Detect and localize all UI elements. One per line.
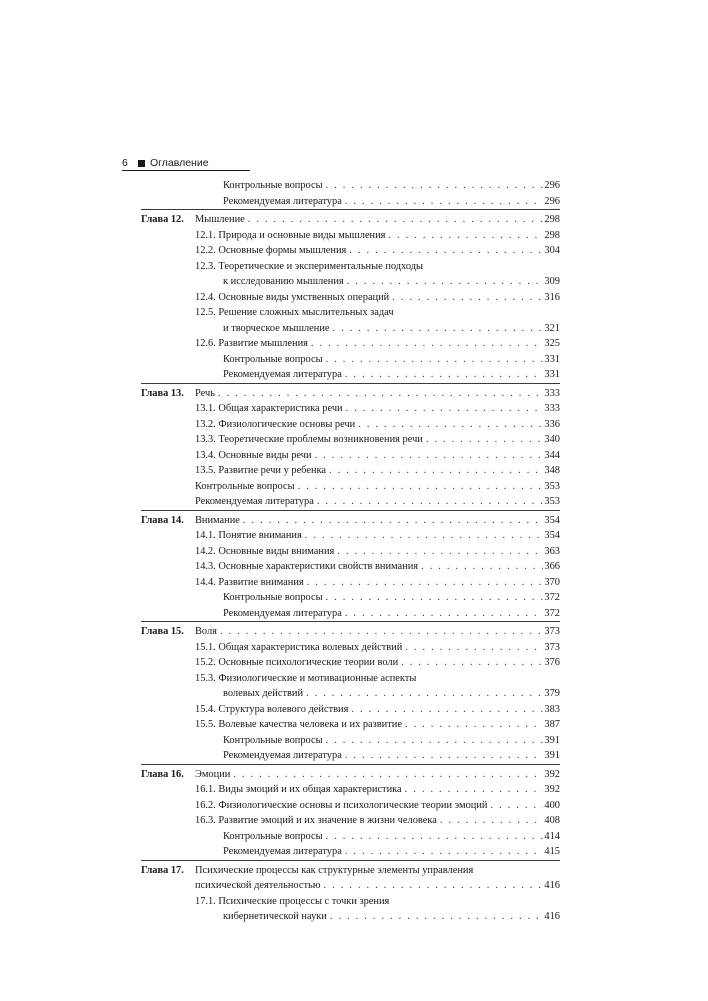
toc-entry — [0, 321, 708, 337]
dot-leader — [333, 321, 544, 337]
entry-title: психической деятельностью — [195, 880, 321, 891]
dot-leader — [306, 686, 543, 702]
page-ref: 372 — [544, 607, 560, 619]
toc-entry — [0, 479, 708, 495]
page-ref: 296 — [544, 195, 560, 207]
entry-text-row — [223, 829, 560, 845]
entry-text-row — [223, 748, 560, 764]
dot-leader — [218, 386, 543, 402]
entry-text-row — [223, 367, 560, 383]
page-ref: 387 — [544, 719, 560, 730]
entry-text-row — [195, 878, 560, 894]
dot-leader — [326, 352, 544, 368]
entry-title: волевых действий — [223, 688, 304, 699]
entry-text-row — [195, 463, 560, 479]
entry-text-row — [195, 243, 560, 259]
entry-title: 16.1. Виды эмоций и их общая характеристика — [195, 784, 402, 795]
toc-entry — [0, 686, 708, 702]
entry-text-row — [195, 386, 560, 402]
entry-text-row — [223, 606, 560, 622]
page-ref: 321 — [544, 322, 560, 334]
entry-title: 13.4. Основные виды речи — [195, 449, 312, 461]
toc-entry — [0, 401, 708, 417]
entry-title: Рекомендуемая литература — [223, 750, 342, 761]
page-ref: 391 — [544, 750, 560, 761]
dot-leader — [317, 494, 544, 510]
toc-chapter-entry — [0, 212, 708, 228]
entry-text-row — [223, 352, 560, 368]
toc-entry — [0, 798, 708, 814]
entry-title: Контрольные вопросы — [223, 830, 323, 842]
entry-title: 15.4. Структура волевого действия — [195, 703, 349, 715]
entry-title: Рекомендуемая литература — [223, 195, 342, 207]
toc-entry — [0, 228, 708, 244]
page-ref: 336 — [544, 418, 560, 430]
page-ref: 415 — [544, 846, 560, 857]
toc-entry — [0, 748, 708, 764]
toc-entry — [0, 305, 708, 321]
dot-leader — [426, 432, 544, 448]
toc-entry — [0, 178, 708, 194]
entry-title: 15.3. Физиологические и мотивационные аспекты — [195, 672, 417, 684]
toc-chapter-group — [141, 621, 560, 764]
toc-entry — [0, 432, 708, 448]
entry-text-row — [195, 305, 560, 321]
page-ref: 340 — [544, 434, 560, 445]
toc-entry — [0, 606, 708, 622]
dot-leader — [345, 844, 544, 860]
page-ref: 331 — [544, 369, 560, 380]
dot-leader — [243, 513, 544, 529]
page-ref: 353 — [544, 496, 560, 507]
entry-title: 14.2. Основные виды внимания — [195, 545, 335, 557]
entry-title: к исследованию мышления — [223, 276, 344, 287]
entry-title: 13.3. Теоретические проблемы возникновения речи — [195, 434, 423, 445]
table-of-contents — [0, 178, 708, 925]
dot-leader — [326, 829, 544, 845]
toc-chapter-group — [141, 510, 560, 622]
dot-leader — [392, 290, 543, 306]
toc-chapter-entry — [0, 513, 708, 529]
entry-title: Воля — [195, 626, 217, 637]
entry-title: 14.1. Понятие внимания — [195, 530, 302, 541]
toc-entry — [0, 782, 708, 798]
toc-entry — [0, 575, 708, 591]
entry-text-row — [195, 401, 560, 417]
entry-title: Рекомендуемая литература — [195, 496, 314, 507]
chapter-label: Глава 15. — [141, 626, 184, 637]
entry-text-row — [195, 494, 560, 510]
entry-title: 14.4. Развитие внимания — [195, 576, 304, 588]
toc-entry — [0, 909, 708, 925]
page-ref: 344 — [544, 449, 560, 461]
dot-leader — [401, 655, 543, 671]
entry-text-row — [223, 590, 560, 606]
page-ref: 414 — [544, 830, 560, 842]
dot-leader — [220, 624, 543, 640]
dot-leader — [248, 212, 544, 228]
chapter-label: Глава 17. — [141, 864, 184, 876]
page-ref: 392 — [544, 784, 560, 795]
dot-leader — [490, 798, 543, 814]
toc-entry — [0, 243, 708, 259]
dot-leader — [324, 878, 544, 894]
dot-leader — [307, 575, 544, 591]
page-ref: 354 — [544, 514, 560, 526]
entry-text-row — [195, 259, 560, 275]
entry-text-row — [195, 212, 560, 228]
page-number: 6 — [122, 157, 128, 169]
toc-entry — [0, 367, 708, 383]
dot-leader — [349, 243, 543, 259]
entry-text-row — [223, 733, 560, 749]
page-ref: 298 — [544, 214, 560, 225]
dot-leader — [345, 367, 544, 383]
entry-text-row — [195, 717, 560, 733]
square-bullet-icon — [138, 160, 145, 167]
page-ref: 363 — [544, 545, 560, 557]
dot-leader — [358, 417, 543, 433]
entry-text-row — [195, 513, 560, 529]
dot-leader — [345, 194, 544, 210]
entry-title: Контрольные вопросы — [195, 480, 295, 492]
page-ref: 373 — [544, 641, 560, 653]
entry-text-row — [195, 813, 560, 829]
entry-title: 15.2. Основные психологические теории воли — [195, 657, 399, 668]
toc-entry — [0, 655, 708, 671]
entry-text-row — [223, 194, 560, 210]
page-ref: 370 — [544, 576, 560, 588]
toc-entry — [0, 544, 708, 560]
entry-title: и творческое мышление — [223, 322, 330, 334]
page-ref: 408 — [544, 815, 560, 826]
entry-text-row — [195, 417, 560, 433]
toc-entry — [0, 494, 708, 510]
page-ref: 309 — [544, 276, 560, 287]
toc-entry — [0, 829, 708, 845]
entry-text-row — [195, 624, 560, 640]
chapter-label: Глава 14. — [141, 514, 184, 526]
entry-text-row — [223, 321, 560, 337]
dot-leader — [346, 401, 544, 417]
page-ref: 373 — [544, 626, 560, 637]
entry-title: 15.1. Общая характеристика волевых действий — [195, 641, 403, 653]
toc-entry — [0, 528, 708, 544]
entry-title: 12.6. Развитие мышления — [195, 338, 308, 349]
toc-chapter-group — [141, 383, 560, 510]
dot-leader — [440, 813, 544, 829]
entry-title: 15.5. Волевые качества человека и их развитие — [195, 719, 402, 730]
dot-leader — [315, 448, 544, 464]
dot-leader — [330, 909, 544, 925]
page-ref: 392 — [544, 768, 560, 780]
page-ref: 376 — [544, 657, 560, 668]
dot-leader — [326, 590, 544, 606]
entry-title: 12.3. Теоретические и экспериментальные подходы — [195, 260, 424, 272]
entry-text-row — [195, 798, 560, 814]
entry-text-row — [195, 479, 560, 495]
toc-entry — [0, 463, 708, 479]
dot-leader — [405, 782, 544, 798]
dot-leader — [326, 178, 544, 194]
page-ref: 400 — [544, 799, 560, 811]
running-title: Оглавление — [150, 157, 209, 169]
toc-entry — [0, 352, 708, 368]
entry-title: 16.3. Развитие эмоций и их значение в жизни человека — [195, 815, 437, 826]
entry-title: 13.1. Общая характеристика речи — [195, 403, 343, 414]
page-ref: 298 — [544, 229, 560, 241]
page-ref: 383 — [544, 703, 560, 715]
entry-text-row — [195, 228, 560, 244]
toc-chapter-group — [141, 764, 560, 860]
page-ref: 348 — [544, 465, 560, 476]
toc-entry — [0, 590, 708, 606]
toc-entry — [0, 559, 708, 575]
entry-title: Рекомендуемая литература — [223, 846, 342, 857]
entry-title: кибернетической науки — [223, 911, 327, 922]
entry-title: Внимание — [195, 514, 240, 526]
dot-leader — [337, 544, 543, 560]
entry-title: 13.2. Физиологические основы речи — [195, 418, 356, 430]
dot-leader — [351, 702, 543, 718]
toc-entry — [0, 717, 708, 733]
entry-text-row — [195, 528, 560, 544]
toc-chapter-entry — [0, 386, 708, 402]
entry-text-row — [223, 909, 560, 925]
entry-title: 14.3. Основные характеристики свойств внимания — [195, 561, 419, 572]
entry-title: Речь — [195, 387, 215, 399]
page-ref: 416 — [544, 880, 560, 891]
entry-title: Рекомендуемая литература — [223, 369, 342, 380]
toc-entry — [0, 640, 708, 656]
entry-text-row — [195, 575, 560, 591]
dot-leader — [329, 463, 543, 479]
entry-title: Эмоции — [195, 768, 231, 780]
page-ref: 354 — [544, 530, 560, 541]
entry-text-row — [195, 559, 560, 575]
entry-title: 17.1. Психические процессы с точки зрения — [195, 895, 390, 907]
page-ref: 325 — [544, 338, 560, 349]
dot-leader — [345, 748, 544, 764]
toc-entry — [0, 274, 708, 290]
entry-text-row — [223, 178, 560, 194]
toc-chapter-entry — [0, 767, 708, 783]
page-ref: 372 — [544, 592, 560, 603]
running-header — [122, 155, 250, 171]
entry-text-row — [195, 290, 560, 306]
entry-text-row — [223, 844, 560, 860]
entry-text-row — [195, 336, 560, 352]
entry-title: Контрольные вопросы — [223, 180, 323, 191]
entry-text-row — [195, 640, 560, 656]
toc-entry — [0, 290, 708, 306]
page-ref: 416 — [544, 911, 560, 922]
toc-entry — [0, 878, 708, 894]
entry-title: Рекомендуемая литература — [223, 607, 342, 619]
entry-title: Контрольные вопросы — [223, 353, 323, 365]
dot-leader — [405, 717, 543, 733]
dot-leader — [405, 640, 543, 656]
page-ref: 366 — [544, 561, 560, 572]
toc-entry — [0, 813, 708, 829]
entry-text-row — [195, 448, 560, 464]
page-ref: 333 — [544, 387, 560, 399]
entry-title: Мышление — [195, 214, 245, 225]
entry-title: 13.5. Развитие речи у ребенка — [195, 465, 327, 476]
dot-leader — [421, 559, 543, 575]
toc-chapter-group — [141, 209, 560, 383]
page-ref: 353 — [544, 480, 560, 492]
toc-entry — [0, 417, 708, 433]
dot-leader — [345, 606, 544, 622]
toc-entry — [0, 259, 708, 275]
toc-entry — [0, 733, 708, 749]
entry-text-row — [195, 655, 560, 671]
entry-text-row — [195, 671, 560, 687]
toc-chapter-group — [141, 860, 560, 925]
page-ref: 391 — [544, 734, 560, 746]
toc-entry — [0, 844, 708, 860]
toc-entry — [0, 702, 708, 718]
toc-entry — [0, 194, 708, 210]
dot-leader — [311, 336, 543, 352]
entry-title: 16.2. Физиологические основы и психологические теории эмоций — [195, 799, 488, 811]
page-ref: 331 — [544, 353, 560, 365]
toc-chapter-entry — [0, 624, 708, 640]
dot-leader — [298, 479, 544, 495]
page-ref: 316 — [544, 291, 560, 303]
entry-text-row — [195, 782, 560, 798]
dot-leader — [347, 274, 544, 290]
entry-text-row — [195, 894, 560, 910]
page-ref: 333 — [544, 403, 560, 414]
dot-leader — [305, 528, 544, 544]
entry-title: Контрольные вопросы — [223, 734, 323, 746]
toc-entry — [0, 894, 708, 910]
page-ref: 296 — [544, 180, 560, 191]
entry-title: Психические процессы как структурные элементы управления — [195, 864, 474, 876]
entry-title: 12.5. Решение сложных мыслительных задач — [195, 307, 394, 318]
entry-title: 12.1. Природа и основные виды мышления — [195, 229, 386, 241]
entry-text-row — [195, 544, 560, 560]
entry-title: 12.2. Основные формы мышления — [195, 245, 347, 256]
toc-continuation — [0, 178, 708, 209]
entry-text-row — [195, 767, 560, 783]
toc-entry — [0, 671, 708, 687]
entry-text-row — [223, 686, 560, 702]
entry-title: 12.4. Основные виды умственных операций — [195, 291, 390, 303]
toc-chapter-entry — [0, 863, 708, 879]
chapter-label: Глава 16. — [141, 768, 184, 780]
toc-entry — [0, 336, 708, 352]
entry-title: Контрольные вопросы — [223, 592, 323, 603]
dot-leader — [326, 733, 544, 749]
chapter-label: Глава 13. — [141, 387, 184, 399]
header-rule — [122, 170, 250, 171]
toc-entry — [0, 448, 708, 464]
dot-leader — [233, 767, 543, 783]
entry-text-row — [195, 702, 560, 718]
chapter-label: Глава 12. — [141, 214, 184, 225]
entry-text-row — [223, 274, 560, 290]
page-ref: 304 — [544, 245, 560, 256]
dot-leader — [388, 228, 543, 244]
entry-text-row — [195, 432, 560, 448]
entry-text-row — [195, 863, 560, 879]
page-ref: 379 — [544, 688, 560, 699]
